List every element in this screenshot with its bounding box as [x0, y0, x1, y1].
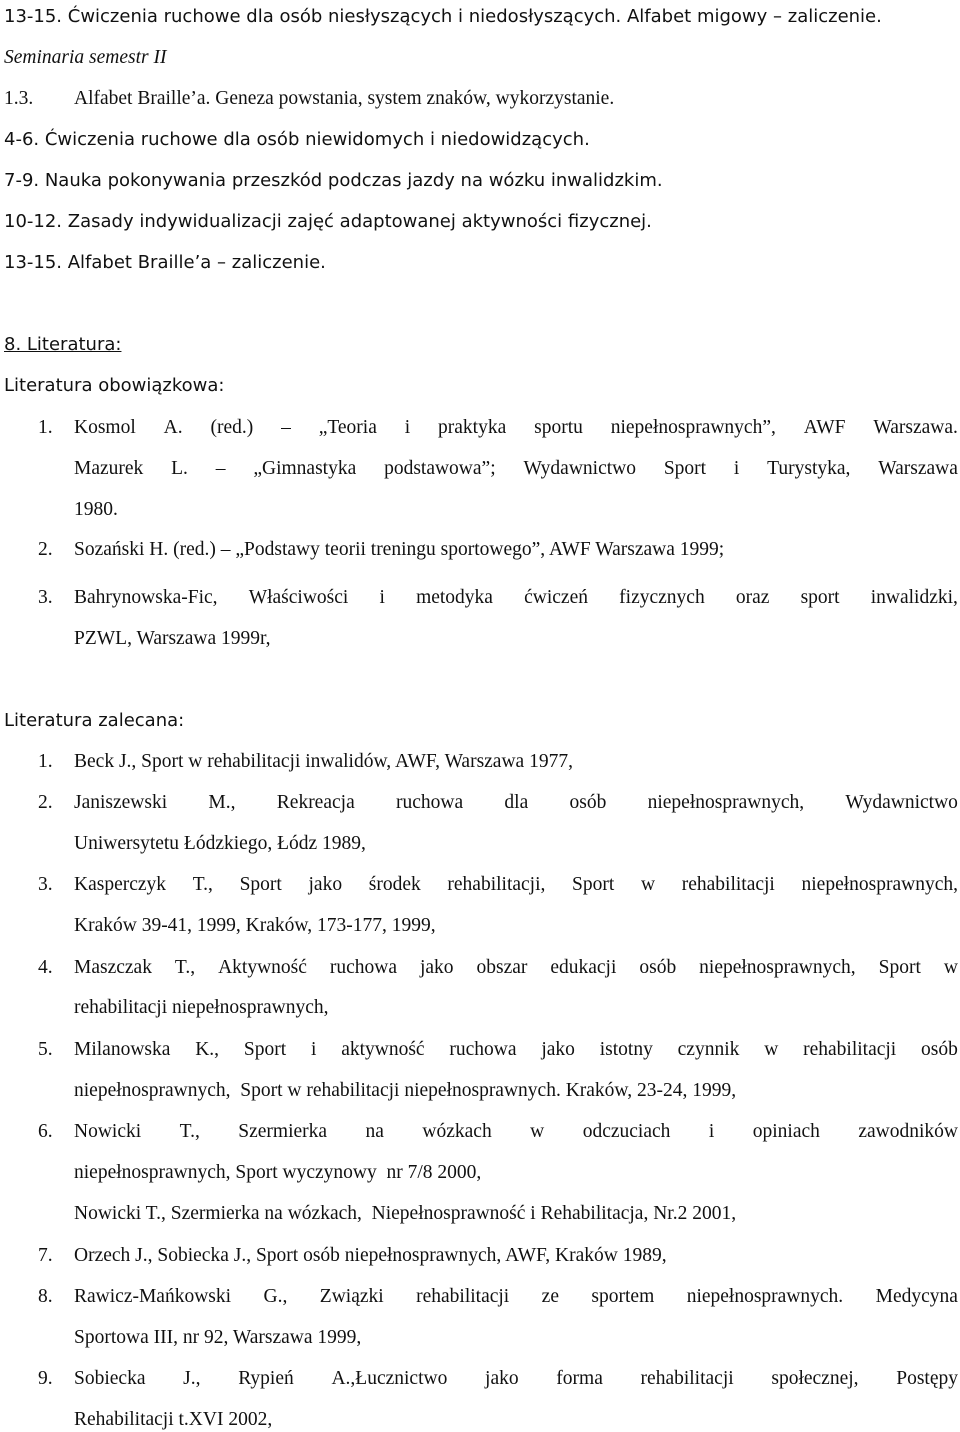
entry-line	[74, 1285, 958, 1309]
entry-line	[74, 416, 958, 440]
word: forma	[556, 1368, 603, 1389]
word: i	[379, 587, 385, 608]
word: ruchowa	[329, 957, 397, 978]
entry-number: 7.	[38, 1245, 53, 1266]
word: T.,	[192, 874, 213, 895]
entry-number: 4.	[38, 957, 53, 978]
entry-line	[74, 956, 958, 980]
word: w	[764, 1039, 779, 1060]
word: Rawicz-Mańkowski	[74, 1286, 232, 1307]
word: Kasperczyk	[74, 874, 167, 895]
entry-line: Rehabilitacji t.XVI 2002,	[74, 1409, 273, 1430]
word: społecznej,	[771, 1368, 859, 1389]
word: Właściwości	[248, 587, 349, 608]
entry-line: Nowicki T., Szermierka na wózkach, Niepełnosprawność i Rehabilitacja, Nr.2 2001,	[74, 1203, 737, 1224]
schedule-line: 10-12. Zasady indywidualizacji zajęć adaptowanej aktywności fizycznej.	[4, 211, 652, 232]
mandatory-heading: Literatura obowiązkowa:	[4, 375, 225, 396]
word: sportem	[591, 1286, 655, 1307]
schedule-line: 13-15. Ćwiczenia ruchowe dla osób niesłyszących i niedosłyszących. Alfabet migowy – zaliczenie.	[4, 6, 882, 27]
word: niepełnosprawnych”,	[610, 417, 776, 438]
word: T.,	[179, 1121, 200, 1142]
word: jako	[485, 1368, 519, 1389]
entry-line	[74, 457, 958, 481]
word: AWF	[803, 417, 846, 438]
entry-line: niepełnosprawnych, Sport w rehabilitacji niepełnosprawnych. Kraków, 23-24, 1999,	[74, 1080, 737, 1101]
word: rehabilitacji	[416, 1286, 510, 1307]
word: dla	[504, 792, 529, 813]
word: Bahrynowska-Fic,	[74, 587, 218, 608]
literature-heading-text: 8. Literatura:	[4, 334, 122, 355]
word: Janiszewski	[74, 792, 168, 813]
word: Wydawnictwo	[845, 792, 958, 813]
word: aktywność	[341, 1039, 425, 1060]
entry-line: PZWL, Warszawa 1999r,	[74, 628, 271, 649]
word: Związki	[319, 1286, 384, 1307]
word: Rypień	[238, 1368, 294, 1389]
word: i	[708, 1121, 715, 1142]
word: rehabilitacji	[640, 1368, 734, 1389]
entry-line	[74, 586, 958, 610]
word: Kosmol	[74, 417, 136, 438]
word: niepełnosprawnych,	[801, 874, 958, 895]
entry-number: 3.	[38, 874, 53, 895]
word: zawodników	[858, 1121, 958, 1142]
word: oraz	[735, 587, 770, 608]
word: ruchowa	[396, 792, 464, 813]
entry-number: 1.	[38, 417, 53, 438]
word: istotny	[599, 1039, 653, 1060]
word: Medycyna	[875, 1286, 958, 1307]
word: niepełnosprawnych.	[686, 1286, 844, 1307]
word: czynnik	[677, 1039, 740, 1060]
entry-line: Sozański H. (red.) – „Podstawy teorii treningu sportowego”, AWF Warszawa 1999;	[74, 539, 725, 560]
word: Warszawa	[878, 458, 958, 479]
word: osób	[639, 957, 677, 978]
word: sportu	[534, 417, 583, 438]
word: –	[215, 458, 226, 479]
word: Aktywność	[218, 957, 307, 978]
recommended-heading: Literatura zalecana:	[4, 710, 185, 731]
word: Postępy	[896, 1368, 958, 1389]
word: wózkach	[422, 1121, 492, 1142]
schedule-line: 13-15. Alfabet Braille’a – zaliczenie.	[4, 252, 326, 273]
word: ćwiczeń	[524, 587, 588, 608]
entry-line: rehabilitacji niepełnosprawnych,	[74, 997, 329, 1018]
word: niepełnosprawnych,	[647, 792, 805, 813]
word: M.,	[208, 792, 236, 813]
word: podstawowa”;	[384, 458, 496, 479]
schedule-line	[4, 87, 33, 111]
entry-line: niepełnosprawnych, Sport wyczynowy nr 7/8 2000,	[74, 1162, 482, 1183]
word: w	[530, 1121, 545, 1142]
entry-line	[74, 873, 958, 897]
word: Sobiecka	[74, 1368, 146, 1389]
word: i	[404, 417, 411, 438]
word: T.,	[174, 957, 196, 978]
entry-line: Kraków 39-41, 1999, Kraków, 173-177, 1999,	[74, 915, 436, 936]
word: Warszawa.	[873, 417, 958, 438]
word: inwalidzki,	[870, 587, 958, 608]
entry-line	[74, 1120, 958, 1144]
word: osób	[569, 792, 607, 813]
word: sport	[800, 587, 840, 608]
word: Mazurek	[74, 458, 144, 479]
schedule-line-text: Alfabet Braille’a. Geneza powstania, system znaków, wykorzystanie.	[74, 88, 615, 109]
word: w	[640, 874, 656, 895]
entry-line	[74, 1367, 958, 1391]
word: –	[281, 417, 291, 438]
word: środek	[368, 874, 421, 895]
word: praktyka	[438, 417, 507, 438]
entry-line: Sportowa III, nr 92, Warszawa 1999,	[74, 1327, 362, 1348]
word: rehabilitacji	[803, 1039, 897, 1060]
word: Sport	[572, 874, 615, 895]
word: ruchowa	[449, 1039, 517, 1060]
word: ze	[541, 1286, 559, 1307]
word: Sport	[243, 1039, 287, 1060]
entry-number: 9.	[38, 1368, 53, 1389]
word: „Teoria	[318, 417, 377, 438]
word: jako	[308, 874, 343, 895]
word: osób	[921, 1039, 958, 1060]
word: Sport	[878, 957, 921, 978]
word: A.	[163, 417, 183, 438]
entry-number: 1.	[38, 751, 53, 772]
word: Rekreacja	[276, 792, 355, 813]
word: opiniach	[752, 1121, 820, 1142]
word: Szermierka	[238, 1121, 328, 1142]
word: „Gimnastyka	[253, 458, 357, 479]
word: i	[310, 1039, 317, 1060]
entry-line: Orzech J., Sobiecka J., Sport osób niepełnosprawnych, AWF, Kraków 1989,	[74, 1245, 667, 1266]
word: J.,	[183, 1368, 201, 1389]
word: Turystyka,	[767, 458, 851, 479]
literature-heading	[4, 333, 121, 357]
word: metodyka	[416, 587, 493, 608]
word: A.,Łucznictwo	[331, 1368, 448, 1389]
word: rehabilitacji	[681, 874, 775, 895]
word: i	[733, 458, 740, 479]
word: rehabilitacji,	[447, 874, 546, 895]
word: jako	[541, 1039, 575, 1060]
entry-number: 8.	[38, 1286, 53, 1307]
word: edukacji	[550, 957, 617, 978]
word: obszar	[476, 957, 528, 978]
word: Wydawnictwo	[523, 458, 636, 479]
entry-line	[74, 1038, 958, 1062]
item-number: 1.3.	[4, 88, 34, 109]
word: Sport	[239, 874, 282, 895]
word: Nowicki	[74, 1121, 142, 1142]
word: w	[943, 957, 958, 978]
entry-number: 2.	[38, 792, 53, 813]
word: L.	[171, 458, 188, 479]
entry-line: Uniwersytetu Łódzkiego, Łódz 1989,	[74, 833, 366, 854]
word: jako	[419, 957, 454, 978]
word: G.,	[263, 1286, 288, 1307]
schedule-line: 7-9. Nauka pokonywania przeszkód podczas jazdy na wózku inwalidzkim.	[4, 170, 663, 191]
word: na	[365, 1121, 384, 1142]
word: fizycznych	[619, 587, 705, 608]
word: Sport	[663, 458, 707, 479]
word: K.,	[195, 1039, 220, 1060]
word: niepełnosprawnych,	[699, 957, 856, 978]
entry-line	[74, 791, 958, 815]
entry-line: Beck J., Sport w rehabilitacji inwalidów, AWF, Warszawa 1977,	[74, 751, 573, 772]
entry-number: 6.	[38, 1121, 53, 1142]
entry-number: 3.	[38, 587, 53, 608]
word: Maszczak	[74, 957, 152, 978]
entry-line: 1980.	[74, 499, 118, 520]
schedule-line: 4-6. Ćwiczenia ruchowe dla osób niewidomych i niedowidzących.	[4, 129, 590, 150]
word: Milanowska	[74, 1039, 171, 1060]
word: odczuciach	[582, 1121, 671, 1142]
entry-number: 2.	[38, 539, 53, 560]
word: (red.)	[210, 417, 254, 438]
semester-heading: Seminaria semestr II	[4, 47, 167, 68]
entry-number: 5.	[38, 1039, 53, 1060]
